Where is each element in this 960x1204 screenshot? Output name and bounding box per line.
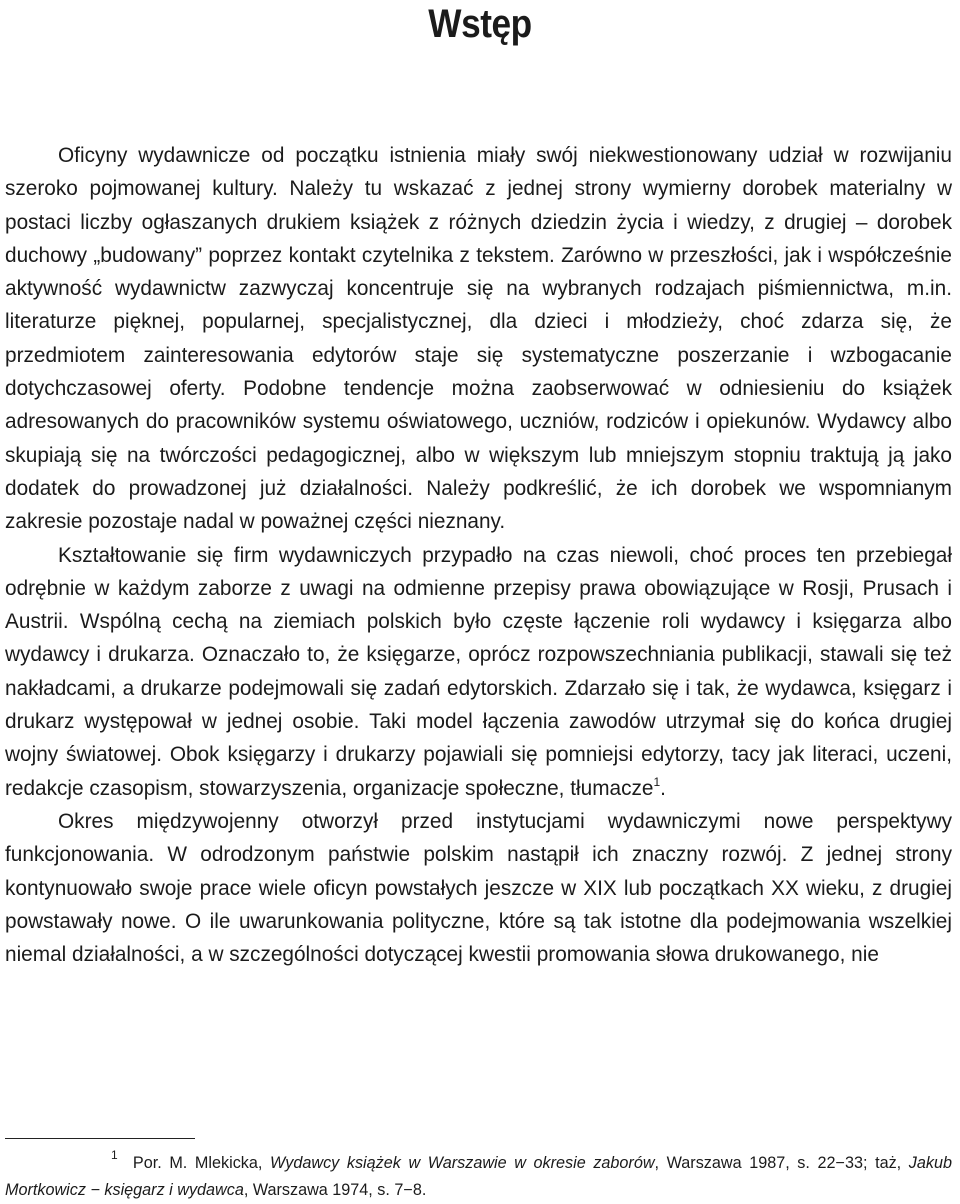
paragraph-text: Oficyny wydawnicze od początku istnienia miały swój niekwestionowany udział w rozwijaniu szeroko pojmowanej kultury. Należy tu wskazać z jednej strony wymierny dorobek materialny w postaci liczby ogłaszanych drukiem książek z różnych dziedzin życia i wiedzy, z drugiej – dorobek duchowy „budowany” poprzez kontakt czytelnika z tekstem. Zarówno w przeszłości, jak i współcześnie aktywność wydawnictw zazwyczaj koncentruje się na wybranych rodzajach piśmiennictwa, m.in. literaturze pięknej, popularnej, specjalistycznej, dla dzieci i młodzieży, choć zdarza się, że przedmiotem zainteresowania edytorów staje się systematyczne poszerzanie i wzbogacanie dotychczasowej oferty. Podobne tendencje można zaobserwować w odniesieniu do książek adresowanych do pracowników systemu oświatowego, uczniów, rodziców i opiekunów. Wydawcy albo skupiają się na twórczości pedagogicznej, albo w większym lub mniejszym stopniu traktują ją jako dodatek do prowadzonej już działalności. Należy podkreślić, że ich dorobek we wspomnianym zakresie pozostaje nadal w poważnej części nieznany. bbox=[5, 144, 952, 534]
footnote-title: Jakub Mortkowicz − księgarz i wydawca bbox=[5, 1154, 952, 1199]
page-title: Wstęp bbox=[428, 2, 532, 46]
paragraph-end: . bbox=[660, 776, 666, 800]
paragraph bbox=[5, 139, 952, 539]
footnote-part: , Warszawa 1974, s. 7−8. bbox=[243, 1181, 427, 1199]
footnote-text: $^1$ Por. M. Mlekicka, Wydawcy książek w Warszawie w okresie zaborów, Warszawa 1987, s. 22−33; taż, Jakub Mortkowicz − księgarz i wydawca, Warszawa 1974, s. 7−8. bbox=[5, 1148, 952, 1199]
footnote-part: Por. M. Mlekicka, bbox=[132, 1154, 270, 1172]
paragraph-text: Kształtowanie się firm wydawniczych przypadło na czas niewoli, choć proces ten przebiegał odrębnie w każdym zaborze z uwagi na odmienne przepisy prawa obowiązujące w Rosji, Prusach i Austrii. Wspólną cechą na ziemiach polskich było częste łączenie roli wydawcy i księgarza albo wydawcy i drukarza. Oznaczało to, że księgarze, oprócz rozpowszechniania publikacji, stawali się też nakładcami, a drukarze podejmowali się zadań edytorskich. Zdarzało się i tak, że wydawca, księgarz i drukarz występował w jednej osobie. Taki model łączenia zawodów utrzymał się do końca drugiej wojny światowej. Obok księgarzy i drukarzy pojawiali się pomniejsi edytorzy, tacy jak literaci, uczeni, redakcje czasopism, stowarzyszenia, organizacje społeczne, tłumacze bbox=[5, 543, 952, 800]
footnote bbox=[5, 1150, 952, 1204]
paragraph-text: Okres międzywojenny otworzył przed instytucjami wydawniczymi nowe perspektywy funkcjonowania. W odrodzonym państwie polskim nastąpił ich znaczny rozwój. Z jednej strony kontynuowało swoje prace wiele oficyn powstałych jeszcze w XIX lub początkach XX wieku, z drugiej powstawały nowe. O ile uwarunkowania polityczne, które są tak istotne dla podejmowania wszelkiej niemal działalności, a w szczególności dotyczącej kwestii promowania słowa drukowanego, nie bbox=[5, 809, 952, 967]
footnote-reference[interactable]: 1 bbox=[653, 774, 661, 789]
footnote-title: Wydawcy książek w Warszawie w okresie zaborów bbox=[270, 1154, 655, 1172]
paragraph bbox=[5, 805, 952, 971]
footnote-part: , Warszawa 1987, s. 22−33; taż, bbox=[654, 1154, 909, 1172]
body-text bbox=[5, 139, 952, 971]
paragraph bbox=[5, 539, 952, 805]
footnote-separator bbox=[5, 1138, 195, 1139]
